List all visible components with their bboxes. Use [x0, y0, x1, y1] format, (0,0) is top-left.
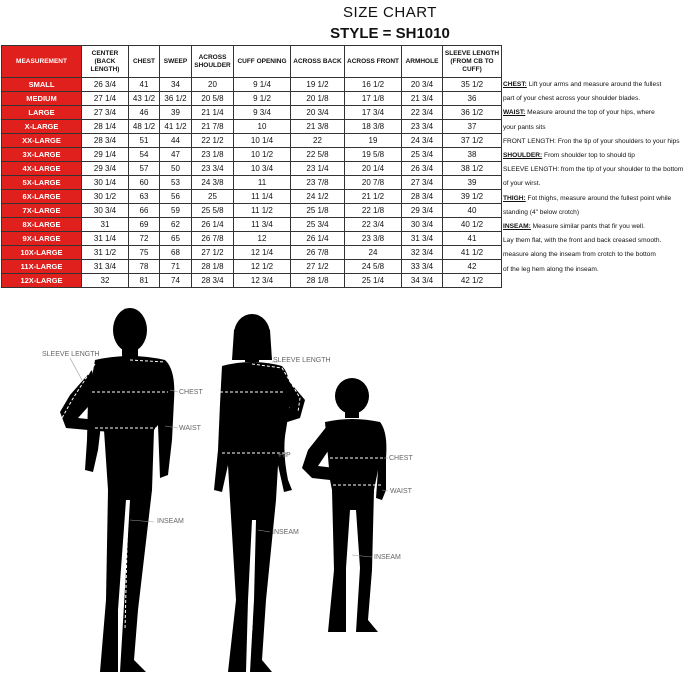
table-cell: 22 1/2: [192, 134, 234, 148]
table-cell: 78: [129, 260, 160, 274]
size-label: SMALL: [2, 78, 82, 92]
instruction-line: [503, 135, 700, 149]
table-cell: 57: [129, 162, 160, 176]
table-cell: 11: [234, 176, 291, 190]
table-cell: 30 1/2: [82, 190, 129, 204]
table-cell: 25 3/4: [291, 218, 345, 232]
instruction-key: WAIST:: [503, 109, 526, 117]
table-cell: 36 1/2: [443, 106, 502, 120]
table-cell: 20: [192, 78, 234, 92]
table-cell: 66: [129, 204, 160, 218]
table-cell: 28 1/8: [192, 260, 234, 274]
table-cell: 27 3/4: [82, 106, 129, 120]
woman-sleeve-length-label: SLEEVE LENGTH: [273, 357, 331, 364]
table-cell: 41: [129, 78, 160, 92]
instruction-text: Measure similar pants that fir you well.: [530, 223, 645, 231]
table-cell: 23 3/4: [402, 120, 443, 134]
table-cell: 10: [234, 120, 291, 134]
instruction-text: Fot thighs, measure around the fullest point while: [525, 194, 672, 202]
table-cell: 23 3/8: [345, 232, 402, 246]
instruction-text: measure along the inseam from crotch to the bottom: [503, 251, 656, 259]
size-label: 11X-LARGE: [2, 260, 82, 274]
table-cell: 12 1/4: [234, 246, 291, 260]
table-cell: 24 5/8: [345, 260, 402, 274]
table-cell: 22 3/4: [402, 106, 443, 120]
instruction-line: [503, 149, 700, 163]
size-label: 9X-LARGE: [2, 232, 82, 246]
table-cell: 17 1/8: [345, 92, 402, 106]
table-cell: 56: [160, 190, 192, 204]
instruction-text: Measure around the top of your hips, where: [525, 109, 655, 117]
table-cell: 40: [443, 204, 502, 218]
table-cell: 20 5/8: [192, 92, 234, 106]
table-cell: 11 3/4: [234, 218, 291, 232]
table-cell: 42 1/2: [443, 274, 502, 288]
table-cell: 22: [291, 134, 345, 148]
table-cell: 30 3/4: [82, 204, 129, 218]
table-cell: 30 3/4: [402, 218, 443, 232]
table-cell: 10 1/4: [234, 134, 291, 148]
table-cell: 9 1/4: [234, 78, 291, 92]
body-measurement-illustration: [0, 300, 700, 700]
table-cell: 23 3/4: [192, 162, 234, 176]
table-cell: 23 7/8: [291, 176, 345, 190]
size-label: 10X-LARGE: [2, 246, 82, 260]
size-label: 12X-LARGE: [2, 274, 82, 288]
table-cell: 48 1/2: [129, 120, 160, 134]
instruction-key: INSEAM:: [503, 223, 531, 231]
column-header: CENTER (BACK LENGTH): [82, 46, 129, 78]
table-row: [2, 106, 502, 120]
size-label: MEDIUM: [2, 92, 82, 106]
table-row: [2, 232, 502, 246]
table-cell: 65: [160, 232, 192, 246]
table-cell: 12 3/4: [234, 274, 291, 288]
woman-silhouette: [214, 314, 292, 672]
table-cell: 32: [82, 274, 129, 288]
table-row: [2, 120, 502, 134]
instruction-line: [503, 177, 700, 191]
measurement-instructions: [503, 78, 700, 277]
size-chart-table: [1, 45, 502, 288]
man-inseam-label: INSEAM: [157, 518, 184, 525]
table-cell: 39 1/2: [443, 190, 502, 204]
size-label: 3X-LARGE: [2, 148, 82, 162]
table-cell: 51: [129, 134, 160, 148]
table-cell: 41 1/2: [443, 246, 502, 260]
table-cell: 11 1/2: [234, 204, 291, 218]
table-cell: 21 7/8: [192, 120, 234, 134]
woman-inseam-label: INSEAM: [272, 529, 299, 536]
instruction-key: CHEST:: [503, 81, 527, 88]
column-header: SLEEVE LENGTH (FROM CB TO CUFF): [443, 46, 502, 78]
table-cell: 29 3/4: [402, 204, 443, 218]
child-waist-label: WAIST: [390, 488, 412, 495]
table-cell: 47: [160, 148, 192, 162]
table-cell: 31 1/2: [82, 246, 129, 260]
table-cell: 74: [160, 274, 192, 288]
table-cell: 25 5/8: [192, 204, 234, 218]
instruction-text: SLEEVE LENGTH: from the tip of your shoulder to the bottom: [503, 166, 684, 174]
woman-hip-label: HIP: [279, 452, 291, 459]
table-cell: 16 1/2: [345, 78, 402, 92]
instruction-line: [503, 121, 700, 135]
table-cell: 20 1/4: [345, 162, 402, 176]
table-cell: 24: [345, 246, 402, 260]
table-cell: 30 1/4: [82, 176, 129, 190]
table-cell: 28 3/4: [82, 134, 129, 148]
child-inseam-label: INSEAM: [374, 554, 401, 561]
table-cell: 37: [443, 120, 502, 134]
instruction-line: [503, 263, 700, 277]
table-cell: 26 7/8: [291, 246, 345, 260]
table-cell: 43 1/2: [129, 92, 160, 106]
size-label: X-LARGE: [2, 120, 82, 134]
table-cell: 28 1/8: [291, 274, 345, 288]
instruction-line: [503, 234, 700, 248]
table-cell: 24 1/2: [291, 190, 345, 204]
table-row: [2, 260, 502, 274]
table-cell: 20 1/8: [291, 92, 345, 106]
table-cell: 33 3/4: [402, 260, 443, 274]
instruction-text: part of your chest across your shoulder blades.: [503, 95, 641, 103]
table-cell: 26 7/8: [192, 232, 234, 246]
instruction-text: From shoulder top to should tip: [542, 152, 635, 160]
table-cell: 63: [129, 190, 160, 204]
table-cell: 41: [443, 232, 502, 246]
table-row: [2, 176, 502, 190]
table-cell: 62: [160, 218, 192, 232]
table-cell: 39: [160, 106, 192, 120]
table-row: [2, 148, 502, 162]
table-cell: 20 3/4: [291, 106, 345, 120]
measurement-header: MEASUREMENT: [2, 46, 82, 78]
table-cell: 28 3/4: [192, 274, 234, 288]
table-cell: 29 3/4: [82, 162, 129, 176]
table-cell: 21 1/2: [345, 190, 402, 204]
table-cell: 34: [160, 78, 192, 92]
instruction-key: THIGH:: [503, 194, 526, 202]
size-label: LARGE: [2, 106, 82, 120]
size-label: 4X-LARGE: [2, 162, 82, 176]
instruction-text: Lift your arms and measure around the fullest: [526, 81, 662, 88]
instruction-line: [503, 192, 700, 206]
table-cell: 28 1/4: [82, 120, 129, 134]
instruction-text: FRONT LENGTH: Fron the tip of your shoulders to your hips: [503, 137, 680, 145]
instruction-line: [503, 78, 700, 92]
page-title: SIZE CHART: [343, 4, 437, 21]
table-cell: 25 1/4: [345, 274, 402, 288]
instruction-key: SHOULDER:: [503, 152, 543, 160]
table-cell: 17 3/4: [345, 106, 402, 120]
table-cell: 37 1/2: [443, 134, 502, 148]
table-cell: 22 1/8: [345, 204, 402, 218]
table-cell: 9 3/4: [234, 106, 291, 120]
size-label: 8X-LARGE: [2, 218, 82, 232]
table-row: [2, 162, 502, 176]
table-cell: 26 1/4: [192, 218, 234, 232]
table-cell: 25: [192, 190, 234, 204]
table-cell: 81: [129, 274, 160, 288]
table-row: [2, 274, 502, 288]
instruction-text: your pants sits: [503, 123, 546, 131]
table-cell: 31 1/4: [82, 232, 129, 246]
column-header: SWEEP: [160, 46, 192, 78]
table-cell: 24 3/4: [402, 134, 443, 148]
size-label: 6X-LARGE: [2, 190, 82, 204]
table-cell: 26 1/4: [291, 232, 345, 246]
instruction-text: standing (4" below crotch): [503, 208, 580, 216]
table-header-row: [2, 46, 502, 78]
table-cell: 31: [82, 218, 129, 232]
table-cell: 20 3/4: [402, 78, 443, 92]
instruction-line: [503, 163, 700, 177]
table-cell: 35 1/2: [443, 78, 502, 92]
table-cell: 60: [129, 176, 160, 190]
table-cell: 27 1/2: [291, 260, 345, 274]
table-cell: 68: [160, 246, 192, 260]
table-cell: 69: [129, 218, 160, 232]
man-waist-label: WAIST: [179, 425, 201, 432]
column-header: CUFF OPENING: [234, 46, 291, 78]
table-cell: 10 1/2: [234, 148, 291, 162]
table-cell: 44: [160, 134, 192, 148]
table-cell: 54: [129, 148, 160, 162]
table-cell: 27 1/2: [192, 246, 234, 260]
table-cell: 25 3/4: [402, 148, 443, 162]
table-row: [2, 78, 502, 92]
instruction-text: of your wirst.: [503, 180, 541, 188]
table-cell: 50: [160, 162, 192, 176]
table-cell: 23 1/4: [291, 162, 345, 176]
table-cell: 59: [160, 204, 192, 218]
table-cell: 32 3/4: [402, 246, 443, 260]
table-cell: 46: [129, 106, 160, 120]
table-cell: 22 5/8: [291, 148, 345, 162]
instruction-line: [503, 206, 700, 220]
column-header: CHEST: [129, 46, 160, 78]
table-cell: 36 1/2: [160, 92, 192, 106]
table-cell: 25 1/8: [291, 204, 345, 218]
child-chest-label: CHEST: [389, 455, 413, 462]
table-cell: 71: [160, 260, 192, 274]
instruction-text: Lay them flat, with the front and back creased smooth.: [503, 237, 662, 245]
table-cell: 29 1/4: [82, 148, 129, 162]
instruction-line: [503, 106, 700, 120]
style-number: STYLE = SH1010: [330, 25, 450, 42]
table-cell: 39: [443, 176, 502, 190]
table-cell: 12: [234, 232, 291, 246]
table-cell: 23 1/8: [192, 148, 234, 162]
man-silhouette: [85, 308, 174, 672]
table-cell: 27 3/4: [402, 176, 443, 190]
size-label: XX-LARGE: [2, 134, 82, 148]
table-cell: 26 3/4: [402, 162, 443, 176]
table-cell: 19 1/2: [291, 78, 345, 92]
man-chest-label: CHEST: [179, 389, 203, 396]
table-cell: 41 1/2: [160, 120, 192, 134]
table-row: [2, 204, 502, 218]
table-row: [2, 246, 502, 260]
table-cell: 40 1/2: [443, 218, 502, 232]
table-cell: 10 3/4: [234, 162, 291, 176]
table-cell: 28 3/4: [402, 190, 443, 204]
table-row: [2, 218, 502, 232]
table-cell: 72: [129, 232, 160, 246]
size-label: 7X-LARGE: [2, 204, 82, 218]
table-cell: 53: [160, 176, 192, 190]
column-header: ACROSS FRONT: [345, 46, 402, 78]
table-cell: 21 3/4: [402, 92, 443, 106]
table-cell: 38 1/2: [443, 162, 502, 176]
table-cell: 20 7/8: [345, 176, 402, 190]
table-cell: 42: [443, 260, 502, 274]
table-cell: 19: [345, 134, 402, 148]
table-cell: 31 3/4: [82, 260, 129, 274]
table-cell: 36: [443, 92, 502, 106]
table-row: [2, 134, 502, 148]
man-sleeve-length-label: SLEEVE LENGTH: [42, 351, 100, 358]
table-cell: 11 1/4: [234, 190, 291, 204]
table-cell: 12 1/2: [234, 260, 291, 274]
table-row: [2, 92, 502, 106]
table-cell: 21 1/4: [192, 106, 234, 120]
table-cell: 34 3/4: [402, 274, 443, 288]
instruction-line: [503, 220, 700, 234]
table-cell: 26 3/4: [82, 78, 129, 92]
instruction-text: of the leg hem along the inseam.: [503, 265, 599, 273]
table-cell: 22 3/4: [345, 218, 402, 232]
size-label: 5X-LARGE: [2, 176, 82, 190]
table-cell: 21 3/8: [291, 120, 345, 134]
child-silhouette: [325, 378, 386, 632]
column-header: ARMHOLE: [402, 46, 443, 78]
table-cell: 38: [443, 148, 502, 162]
column-header: ACROSS BACK: [291, 46, 345, 78]
table-cell: 9 1/2: [234, 92, 291, 106]
table-cell: 27 1/4: [82, 92, 129, 106]
table-cell: 18 3/8: [345, 120, 402, 134]
table-row: [2, 190, 502, 204]
table-cell: 31 3/4: [402, 232, 443, 246]
table-cell: 75: [129, 246, 160, 260]
instruction-line: [503, 92, 700, 106]
table-cell: 19 5/8: [345, 148, 402, 162]
table-cell: 24 3/8: [192, 176, 234, 190]
instruction-line: [503, 248, 700, 262]
column-header: ACROSS SHOULDER: [192, 46, 234, 78]
